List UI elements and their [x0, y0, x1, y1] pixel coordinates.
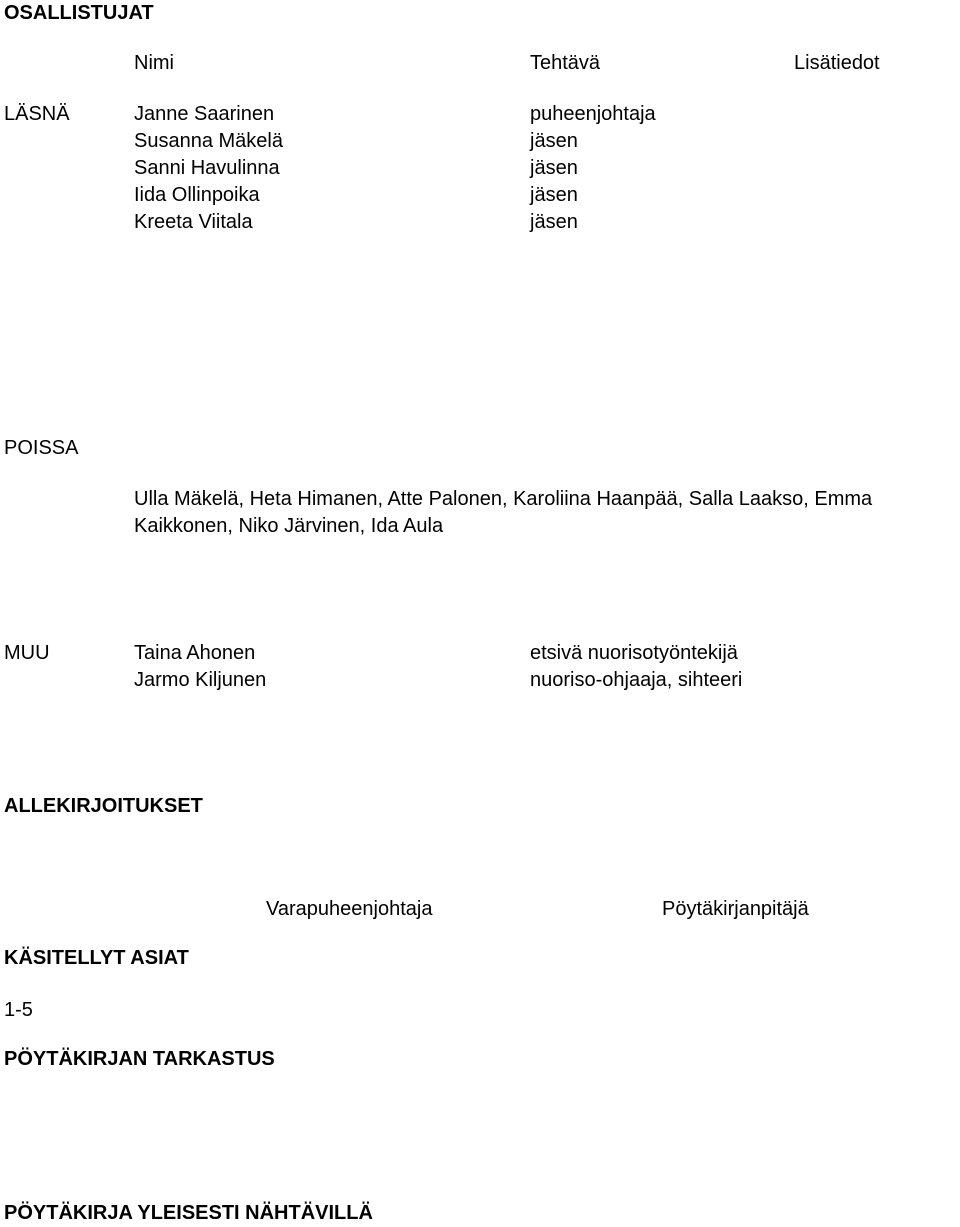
section-title-allekirjoitukset: ALLEKIRJOITUKSET [4, 795, 203, 817]
muu-name: Jarmo Kiljunen [134, 669, 267, 691]
muu-role: etsivä nuorisotyöntekijä [530, 642, 738, 664]
poissa-names: Ulla Mäkelä, Heta Himanen, Atte Palonen, Karoliina Haanpää, Salla Laakso, Emma Kaikkonen, Niko Järvinen, Ida Aula [134, 488, 873, 537]
section-title-osallistujat: OSALLISTUJAT [4, 2, 154, 24]
lasna-name: Janne Saarinen [134, 103, 275, 125]
lasna-name: Susanna Mäkelä [134, 130, 283, 152]
lasna-role: jäsen [530, 211, 578, 233]
kasitellyt-asiat-value: 1-5 [4, 999, 33, 1021]
lasna-name: Kreeta Viitala [134, 211, 253, 233]
column-header-nimi: Nimi [134, 52, 174, 74]
signature-poytakirjanpitaja: Pöytäkirjanpitäjä [662, 898, 809, 920]
lasna-role: puheenjohtaja [530, 103, 656, 125]
lasna-role: jäsen [530, 157, 578, 179]
muu-role: nuoriso-ohjaaja, sihteeri [530, 669, 743, 691]
muu-label: MUU [4, 642, 50, 664]
muu-name: Taina Ahonen [134, 642, 256, 664]
signature-varapuheenjohtaja: Varapuheenjohtaja [266, 898, 433, 920]
lasna-name: Iida Ollinpoika [134, 184, 260, 206]
poissa-label: POISSA [4, 437, 79, 459]
column-header-lisatiedot: Lisätiedot [794, 52, 880, 74]
section-title-poytakirjan-tarkastus: PÖYTÄKIRJAN TARKASTUS [4, 1048, 275, 1070]
lasna-label: LÄSNÄ [4, 103, 70, 125]
lasna-role: jäsen [530, 184, 578, 206]
column-header-tehtava: Tehtävä [530, 52, 601, 74]
section-title-poytakirja-nahtavilla: PÖYTÄKIRJA YLEISESTI NÄHTÄVILLÄ [4, 1202, 373, 1224]
lasna-role: jäsen [530, 130, 578, 152]
lasna-name: Sanni Havulinna [134, 157, 280, 179]
section-title-kasitellyt-asiat: KÄSITELLYT ASIAT [4, 947, 189, 969]
